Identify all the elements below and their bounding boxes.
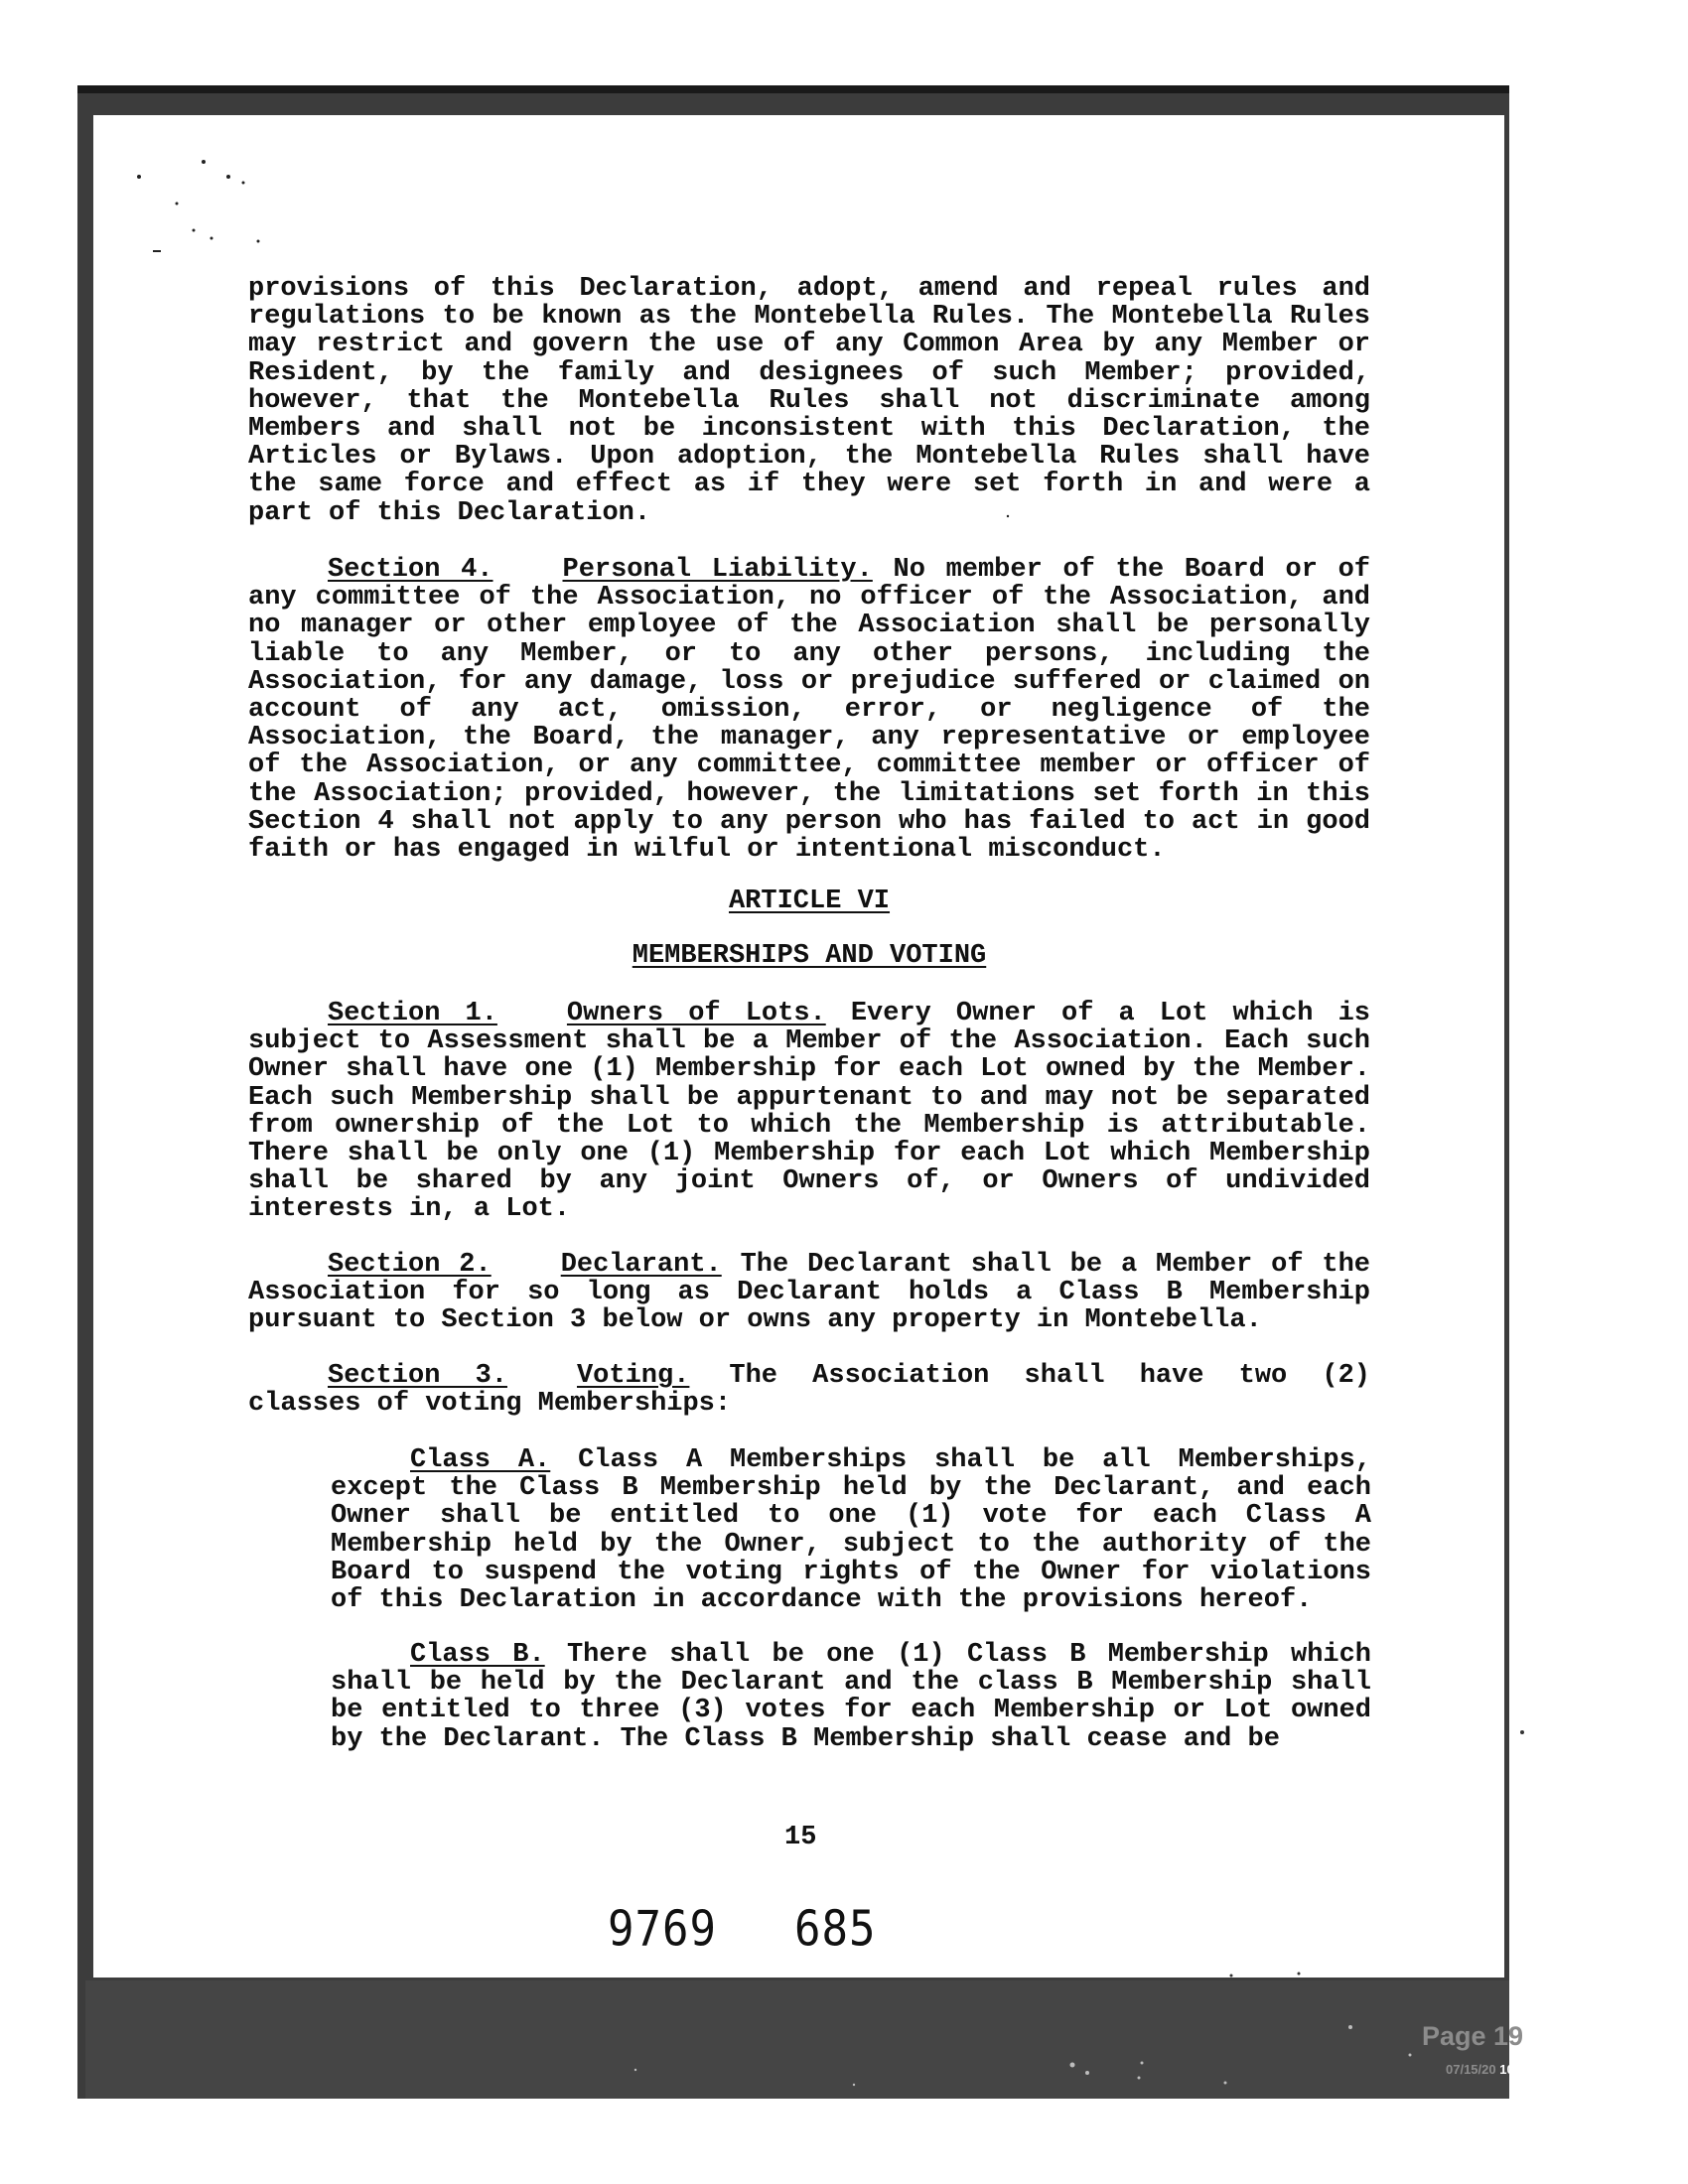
print-date: 07/15/20 [1446,2062,1496,2077]
section-1-number: Section 1. [328,999,497,1028]
section-1-paragraph [248,1000,1370,1224]
page-number: 15 [784,1823,817,1852]
section-4-number: Section 4. [328,555,493,585]
recording-page-stamp: 685 [794,1900,877,1959]
section-1-body: Every Owner of a Lot which is subject to Assessment shall be a Member of the Association. Each such Owner shall have one (1) Membership for each Lot owned by the Member. Each such Membership shall be appurtenant to and may not be separated from ownership of the Lot to which the Membership is attributable. There shall be only one (1) Membership for each Lot which Membership shall be shared by any joint Owners of, or Owners of undivided interests in, a Lot. [248,999,1371,1225]
scan-bottom-band [85,1980,1509,2099]
rules-paragraph: provisions of this Declaration, adopt, amend and repeal rules and regulations to be known as the Montebella Rules. The Montebella Rules may restrict and govern the use of any Common Area by any Member or Resident, by the family and designees of such Member; provided, however, that the Montebella Rules shall not discriminate among Members and shall not be inconsistent with this Declaration, the Articles or Bylaws. Upon adoption, the Montebella Rules shall have the same force and effect as if they were set forth in and were a part of this Declaration. [248,274,1370,528]
section-3-paragraph [248,1362,1370,1418]
section-3-body: The Association shall have two (2) classes of voting Memberships: [248,1361,1371,1420]
section-4-body: No member of the Board or of any committee of the Association, no officer of the Association, and no manager or other employee of the Association shall be personally liable to any Member, or to any other persons, including the Association, for any damage, loss or prejudice suffered or claimed on account of any act, omission, error, or negligence of the Association, the Board, the manager, any representative or employee of the Association, or any committee, committee member or officer of the Association; provided, however, the limitations set forth in this Section 4 shall not apply to any person who has failed to act in good faith or has engaged in wilful or intentional misconduct. [248,555,1370,866]
recording-book-stamp: 9769 [608,1900,717,1959]
class-b-title: Class B. [410,1640,545,1670]
section-2-title: Declarant. [560,1250,722,1280]
page-indicator [1422,2021,1594,2052]
scan-top-edge [77,85,1509,93]
class-a-body: Class A Memberships shall be all Memberships, except the Class B Membership held by the Declarant, and each Owner shall be entitled to one (1) vote for each Class A Membership held by the Owner, subject to the authority of the Board to suspend the voting rights of the Owner for violations of this Declaration in accordance with the provisions hereof. [331,1445,1372,1616]
print-time: 10:51 AM [1499,2062,1556,2077]
article-number: ARTICLE VI [728,887,891,916]
section-1-title: Owners of Lots. [566,999,826,1028]
article-title: MEMBERSHIPS AND VOTING [632,941,987,971]
section-2-number: Section 2. [328,1250,492,1280]
class-a-paragraph [331,1446,1371,1614]
print-timestamp [1446,2062,1556,2077]
section-4-title: Personal Liability. [562,555,873,585]
page-indicator-total: of 37 [1530,2021,1594,2051]
class-b-body: There shall be one (1) Class B Membership which shall be held by the Declarant and the class B Membership shall be entitled to three (3) votes for each Membership or Lot owned by the Declarant. The Class B Membership shall cease and be [331,1640,1372,1754]
class-a-title: Class A. [410,1445,551,1475]
section-3-title: Voting. [576,1361,690,1391]
section-3-number: Section 3. [328,1361,507,1391]
class-b-paragraph [331,1641,1371,1753]
page-indicator-current: Page 19 [1422,2021,1524,2051]
section-2-body: The Declarant shall be a Member of the Association for so long as Declarant holds a Class B Membership pursuant to Section 3 below or owns any property in Montebella. [248,1250,1371,1336]
section-2-paragraph [248,1251,1370,1335]
section-4-paragraph [248,556,1370,864]
